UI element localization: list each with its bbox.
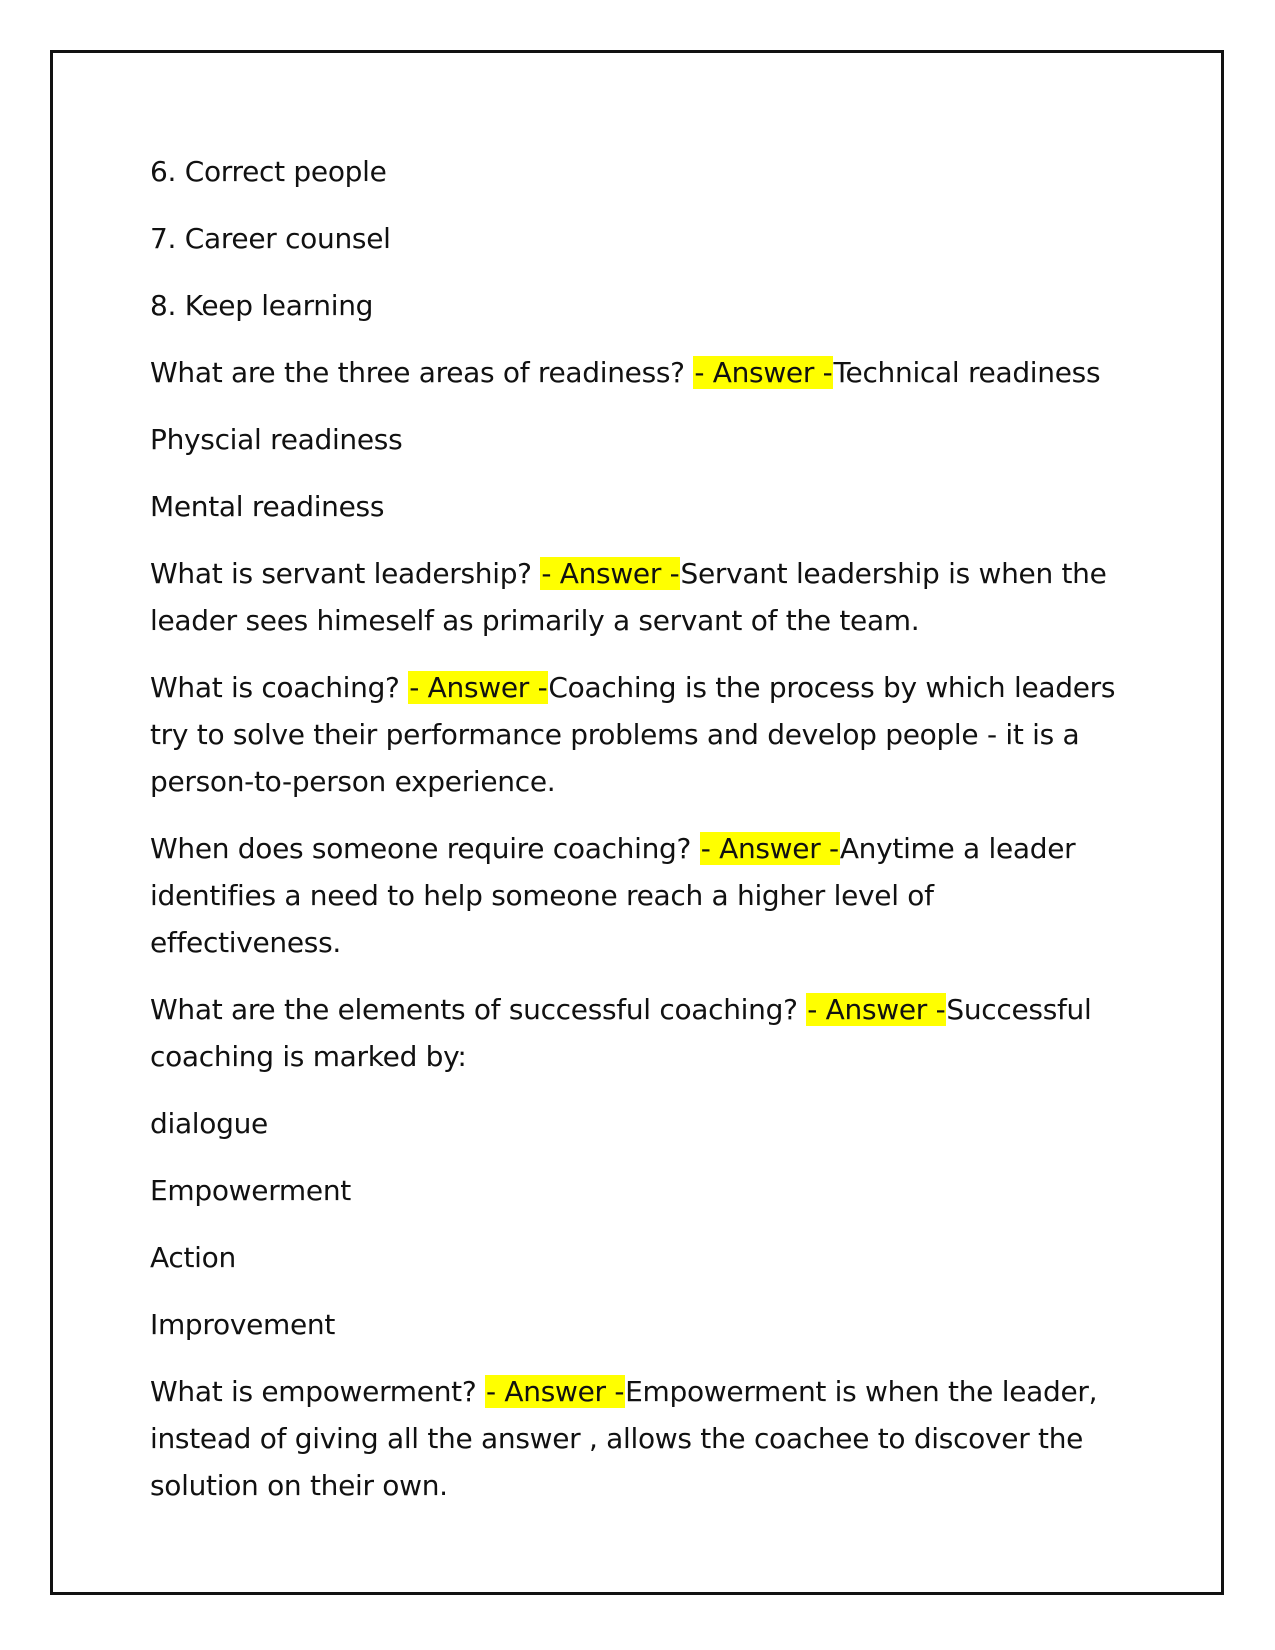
question-text: What is servant leadership?: [150, 557, 541, 590]
answer-text: Anytime a leader identifies a need to help someone reach a higher level of effectiveness.: [150, 832, 1076, 959]
answer-marker: - Answer -: [694, 356, 833, 389]
answer-marker: - Answer -: [700, 832, 839, 865]
list-item-6: 6. Correct people: [150, 155, 387, 188]
question-text: What are the elements of successful coaching?: [150, 993, 807, 1026]
answer-text: Servant leadership is when the leader sees himeself as primarily a servant of the team.: [150, 557, 1107, 637]
answer-marker: - Answer -: [541, 557, 680, 590]
qa-empowerment: [150, 1368, 1130, 1509]
answer-text: Empowerment is when the leader, instead of giving all the answer , allows the coachee to discover the solution on their own.: [150, 1375, 1098, 1502]
question-text: What is empowerment?: [150, 1375, 485, 1408]
qa-readiness: [150, 349, 1130, 396]
follow-line: Action: [150, 1241, 236, 1274]
follow-line: Improvement: [150, 1308, 336, 1341]
question-text: When does someone require coaching?: [150, 832, 700, 865]
qa-servant-leadership: [150, 550, 1130, 644]
follow-line: dialogue: [150, 1107, 268, 1140]
qa-successful-coaching: [150, 986, 1130, 1080]
qa-coaching: [150, 664, 1130, 805]
answer-marker: - Answer -: [807, 993, 946, 1026]
list-item-7: 7. Career counsel: [150, 222, 391, 255]
follow-line: Physcial readiness: [150, 423, 403, 456]
follow-line: Mental readiness: [150, 490, 385, 523]
question-text: What are the three areas of readiness?: [150, 356, 694, 389]
answer-text: Technical readiness: [833, 356, 1101, 389]
answer-text: Coaching is the process by which leaders try to solve their performance problems and develop people - it is a person-to-person experience.: [150, 671, 1116, 798]
document-body: [150, 148, 1130, 1529]
list-item-8: 8. Keep learning: [150, 289, 374, 322]
qa-require-coaching: [150, 825, 1130, 966]
follow-line: Empowerment: [150, 1174, 351, 1207]
question-text: What is coaching?: [150, 671, 409, 704]
answer-marker: - Answer -: [485, 1375, 625, 1408]
answer-text: Successful coaching is marked by:: [150, 993, 1092, 1073]
answer-marker: - Answer -: [409, 671, 548, 704]
